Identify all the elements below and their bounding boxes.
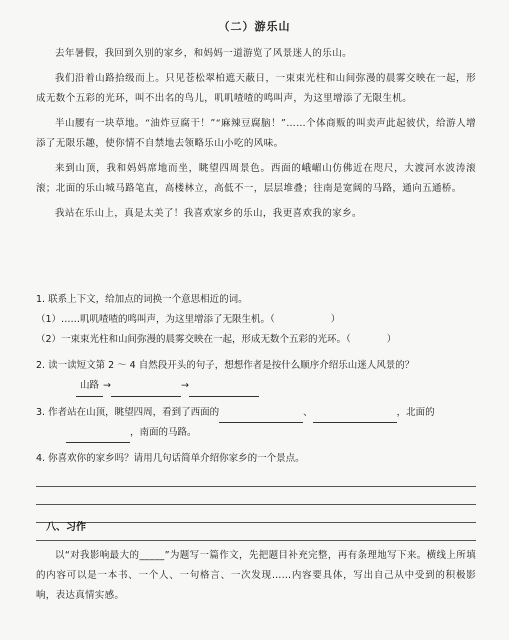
passage-title: （二）游乐山 [218,20,291,33]
question-1a-close: ） [330,314,341,325]
question-3-text-b: ，北面的 [396,407,435,418]
question-4-prompt: 4. 你喜欢你的家乡吗？请用几句话简单介绍你家乡的一个景点。 [36,453,305,464]
question-1b-text: （2）一束束光柱和山间弥漫的晨雾交映在一起，形成无数个五彩的光环。（ [36,334,351,345]
passage-paragraph: 我们沿着山路拾级而上。只见苍松翠柏遮天蔽日，一束束光柱和山间弥漫的晨雾交映在一起，形成无数个五彩的光环，叫不出名的鸟儿，叽叽喳喳的鸣叫声，为这里增添了无限生机。 [36,73,476,104]
answer-blank-2a[interactable] [111,382,181,397]
sequence-start: 山路 [76,376,103,397]
passage-paragraph: 去年暑假，我回到久别的家乡，和妈妈一道游览了风景迷人的乐山。 [55,48,353,59]
writing-line[interactable] [36,504,476,505]
section-8-title: 八、习作 [46,522,86,533]
question-3-text: 3. 作者站在山顶，眺望四周，看到了西面的 [36,407,220,418]
question-1b [36,330,481,350]
question-1-prompt: 1. 联系上下文，给加点的词换一个意思相近的词。 [36,294,248,305]
passage-paragraph: 来到山顶，我和妈妈席地而坐，眺望四周景色。西面的峨嵋山仿佛近在咫尺，大渡河水波涛滚滚；北面的乐山城马路笔直，高楼林立，高低不一，层层堆叠；往南是宽阔的马路，通向五通桥。 [36,163,476,194]
questions-section [36,290,481,547]
answer-blank-1a[interactable] [275,316,331,330]
question-1 [36,290,481,350]
question-1a-text: （1）……叽叽喳喳的鸣叫声，为这里增添了无限生机。（ [36,314,275,325]
question-3-text-c: ，南面的马路。 [130,427,197,438]
question-2 [36,356,481,397]
passage-paragraph: 我站在乐山上，真是太美了！我喜欢家乡的乐山，我更喜欢我的家乡。 [55,208,362,219]
answer-blank-1b[interactable] [351,336,387,350]
answer-blank-3a[interactable] [219,408,303,423]
question-3-line1 [36,403,481,423]
order-sequence [76,376,481,397]
answer-blank-3c[interactable] [66,428,130,443]
writing-line[interactable] [36,486,476,487]
passage-paragraph: 半山腰有一块草地。“油炸豆腐干！”“麻辣豆腐脑！”……个体商贩的叫卖声此起彼伏，给游人增添了无限乐趣，使你情不自禁地去领略乐山小吃的风味。 [36,118,476,149]
answer-blank-3b[interactable] [313,408,397,423]
composition-section [36,518,476,606]
question-3-line2 [66,423,481,443]
question-2-prompt: 2. 读一读短文第 2 ～ 4 自然段开头的句子，想想作者是按什么顺序介绍乐山迷人风景的？ [36,360,415,371]
answer-blank-2b[interactable] [189,382,259,397]
arrow-icon: → [180,380,189,391]
question-1b-close: ） [386,334,397,345]
question-3-separator: 、 [303,407,313,418]
question-3 [36,403,481,443]
section-8-instructions: 以“对我影响最大的_____”为题写一篇作文，先把题目补充完整，再有条理地写下来。横线上所填的内容可以是一本书、一个人、一句格言、一次发现……内容要具体，写出自己从中受到的积极影响，表达真情实感。 [36,550,476,601]
reading-passage [36,44,476,229]
question-1a [36,310,481,330]
arrow-icon: → [103,380,111,391]
